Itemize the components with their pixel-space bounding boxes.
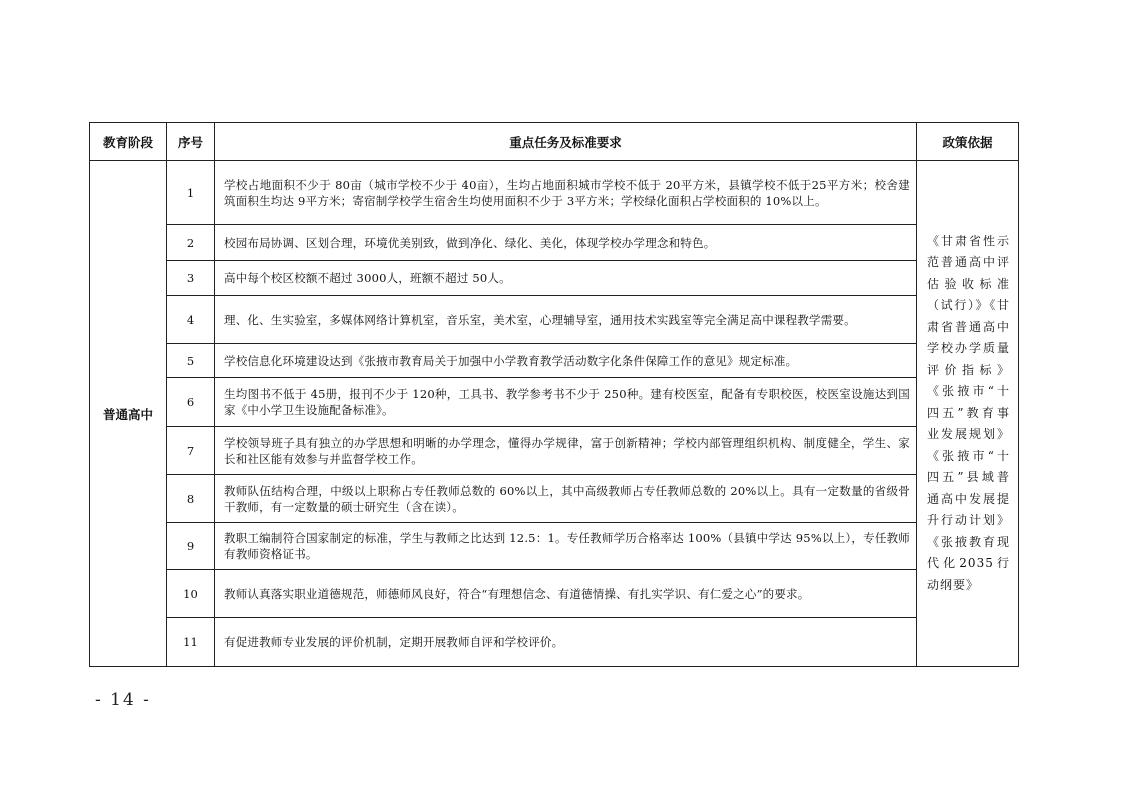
table-row bbox=[90, 618, 1019, 667]
requirement-text: 理、化、生实验室，多媒体网络计算机室，音乐室，美术室，心理辅导室，通用技术实践室等完全满足高中课程教学需要。 bbox=[215, 296, 917, 344]
requirement-text: 生均图书不低于 45册，报刊不少于 120种，工具书、教学参考书不少于 250种。建有校医室，配备有专职校医，校医室设施达到国家《中小学卫生设施配备标准》。 bbox=[215, 378, 917, 427]
requirement-text: 高中每个校区校额不超过 3000人，班额不超过 50人。 bbox=[215, 261, 917, 296]
header-requirements: 重点任务及标准要求 bbox=[215, 123, 917, 161]
requirement-text: 教师队伍结构合理，中级以上职称占专任教师总数的 60%以上，其中高级教师占专任教师总数的 20%以上。具有一定数量的省级骨干教师，有一定数量的硕士研究生（含在读）。 bbox=[215, 475, 917, 523]
policy-basis-cell: 《甘肃省性示范普通高中评估验收标准（试行）》《甘肃省普通高中学校办学质量评价指标》《张掖市“十四五”教育事业发展规划》《张掖市“十四五”县域普通高中发展提升行动计划》《张掖教育现代化2035行动纲要》 bbox=[917, 161, 1019, 667]
table-row bbox=[90, 261, 1019, 296]
requirement-text: 学校占地面积不少于 80亩（城市学校不少于 40亩），生均占地面积城市学校不低于 20平方米，县镇学校不低于25平方米；校舍建筑面积生均达 9平方米；寄宿制学校学生宿舍生均使用面积不少于 3平方米；学校绿化面积占学校面积的 10%以上。 bbox=[215, 161, 917, 225]
header-index: 序号 bbox=[167, 123, 215, 161]
header-stage: 教育阶段 bbox=[90, 123, 167, 161]
table-row bbox=[90, 475, 1019, 523]
row-number: 8 bbox=[167, 475, 215, 523]
requirement-text: 校园布局协调、区划合理，环境优美别致，做到净化、绿化、美化，体现学校办学理念和特色。 bbox=[215, 225, 917, 261]
row-number: 5 bbox=[167, 344, 215, 378]
row-number: 7 bbox=[167, 427, 215, 475]
row-number: 10 bbox=[167, 570, 215, 618]
row-number: 2 bbox=[167, 225, 215, 261]
table-row bbox=[90, 161, 1019, 225]
table-header-row bbox=[90, 123, 1019, 161]
header-basis: 政策依据 bbox=[917, 123, 1019, 161]
row-number: 1 bbox=[167, 161, 215, 225]
table-row bbox=[90, 225, 1019, 261]
table-row bbox=[90, 378, 1019, 427]
requirement-text: 学校信息化环境建设达到《张掖市教育局关于加强中小学教育教学活动数字化条件保障工作的意见》规定标准。 bbox=[215, 344, 917, 378]
requirement-text: 教师认真落实职业道德规范，师德师风良好，符合“有理想信念、有道德情操、有扎实学识、有仁爱之心”的要求。 bbox=[215, 570, 917, 618]
row-number: 6 bbox=[167, 378, 215, 427]
table-row bbox=[90, 296, 1019, 344]
page-number: - 14 - bbox=[95, 690, 151, 710]
table-row bbox=[90, 523, 1019, 570]
row-number: 9 bbox=[167, 523, 215, 570]
standards-table bbox=[89, 122, 1019, 667]
table-row bbox=[90, 570, 1019, 618]
row-number: 4 bbox=[167, 296, 215, 344]
table-row bbox=[90, 344, 1019, 378]
stage-cell: 普通高中 bbox=[90, 161, 167, 667]
table-row bbox=[90, 427, 1019, 475]
row-number: 3 bbox=[167, 261, 215, 296]
row-number: 11 bbox=[167, 618, 215, 667]
requirement-text: 学校领导班子具有独立的办学思想和明晰的办学理念，懂得办学规律，富于创新精神；学校内部管理组织机构、制度健全，学生、家长和社区能有效参与并监督学校工作。 bbox=[215, 427, 917, 475]
requirement-text: 教职工编制符合国家制定的标准，学生与教师之比达到 12.5：1。专任教师学历合格率达 100%（县镇中学达 95%以上），专任教师有教师资格证书。 bbox=[215, 523, 917, 570]
requirement-text: 有促进教师专业发展的评价机制，定期开展教师自评和学校评价。 bbox=[215, 618, 917, 667]
